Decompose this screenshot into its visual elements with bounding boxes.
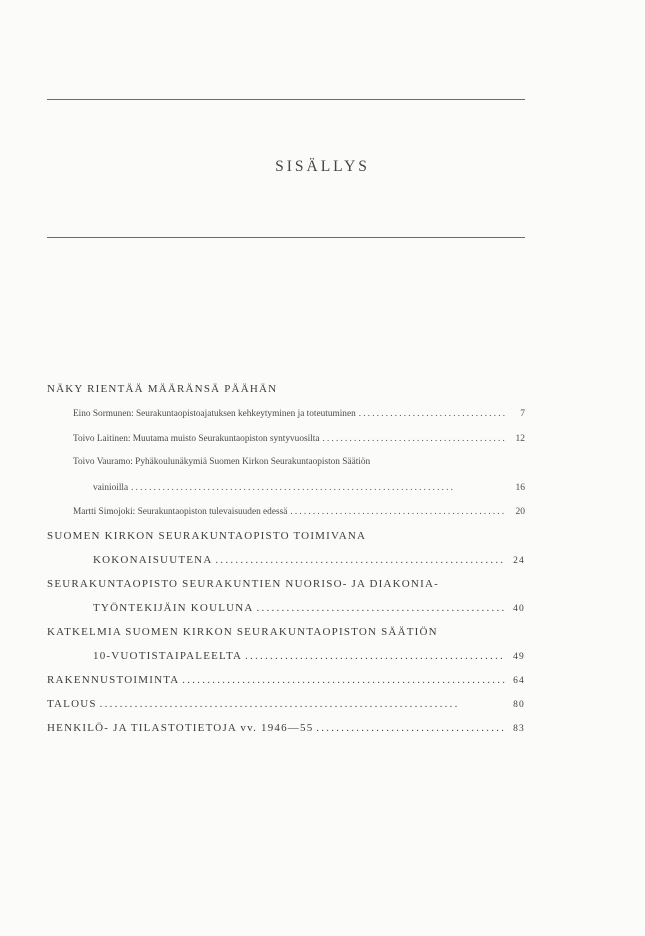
toc-entry-title: Toivo Laitinen: Muutama muisto Seurakuntaopiston syntyvuosilta [73, 433, 320, 444]
toc-entry-title: Martti Simojoki: Seurakuntaopiston tulevaisuuden edessä [73, 507, 288, 517]
toc-entry [47, 668, 525, 692]
toc-entry-title: KATKELMIA SUOMEN KIRKON SEURAKUNTAOPISTON SÄÄTIÖN [47, 625, 438, 638]
table-of-contents [47, 377, 525, 740]
toc-entry-title: Toivo Vauramo: Pyhäkoulunäkymiä Suomen Kirkon Seurakuntaopiston Säätiön [73, 457, 371, 467]
toc-entry-title: SEURAKUNTAOPISTO SEURAKUNTIEN NUORISO- JA DIAKONIA- [47, 577, 439, 590]
toc-page-number: 64 [513, 675, 525, 686]
toc-entry-title: vainioilla [93, 482, 129, 493]
toc-entry-continuation [47, 596, 525, 620]
toc-entry-title: HENKILÖ- JA TILASTOTIETOJA vv. 1946—55 [47, 721, 314, 734]
toc-page-number: 20 [515, 507, 525, 517]
toc-page-number: 24 [513, 555, 525, 566]
toc-entry-title: RAKENNUSTOIMINTA [47, 673, 180, 686]
toc-page-number: 49 [513, 651, 525, 662]
toc-entry-title: 10-VUOTISTAIPALEELTA [93, 649, 243, 662]
toc-page-number: 7 [520, 409, 525, 419]
toc-entry [47, 572, 525, 596]
toc-page-number: 83 [513, 723, 525, 734]
toc-page-number: 80 [513, 699, 525, 710]
toc-entry-title: TYÖNTEKIJÄIN KOULUNA [93, 601, 254, 614]
toc-entry [47, 377, 525, 401]
dot-leader [287, 499, 505, 524]
toc-entry-title: SUOMEN KIRKON SEURAKUNTAOPISTO TOIMIVANA [47, 529, 367, 542]
toc-entry-continuation [47, 475, 525, 500]
dot-leader [212, 549, 505, 572]
dot-leader [313, 717, 505, 740]
dot-leader [254, 597, 505, 620]
top-rule [47, 99, 525, 100]
toc-entry [47, 620, 525, 644]
toc-entry [47, 499, 525, 524]
toc-page-number: 16 [515, 482, 525, 493]
page-title: SISÄLLYS [275, 158, 370, 175]
dot-leader [356, 401, 505, 426]
toc-entry [47, 450, 525, 475]
dot-leader [242, 645, 505, 668]
toc-entry [47, 426, 525, 451]
toc-entry-continuation [47, 548, 525, 572]
toc-entry-title: NÄKY RIENTÄÄ MÄÄRÄNSÄ PÄÄHÄN [47, 383, 278, 395]
dot-leader [179, 669, 505, 692]
toc-entry [47, 524, 525, 548]
toc-entry [47, 716, 525, 740]
dot-leader [97, 693, 505, 716]
toc-entry-title: Eino Sormunen: Seurakuntaopistoajatuksen kehkeytyminen ja toteutuminen [73, 409, 356, 419]
toc-page-number: 12 [515, 433, 525, 444]
dot-leader [319, 426, 505, 451]
toc-entry-title: KOKONAISUUTENA [93, 553, 213, 566]
toc-entry-continuation [47, 644, 525, 668]
toc-entry-title: TALOUS [47, 697, 97, 710]
toc-entry [47, 692, 525, 716]
dot-leader [128, 475, 505, 500]
bottom-rule [47, 237, 525, 238]
toc-entry [47, 401, 525, 426]
toc-page-number: 40 [513, 603, 525, 614]
